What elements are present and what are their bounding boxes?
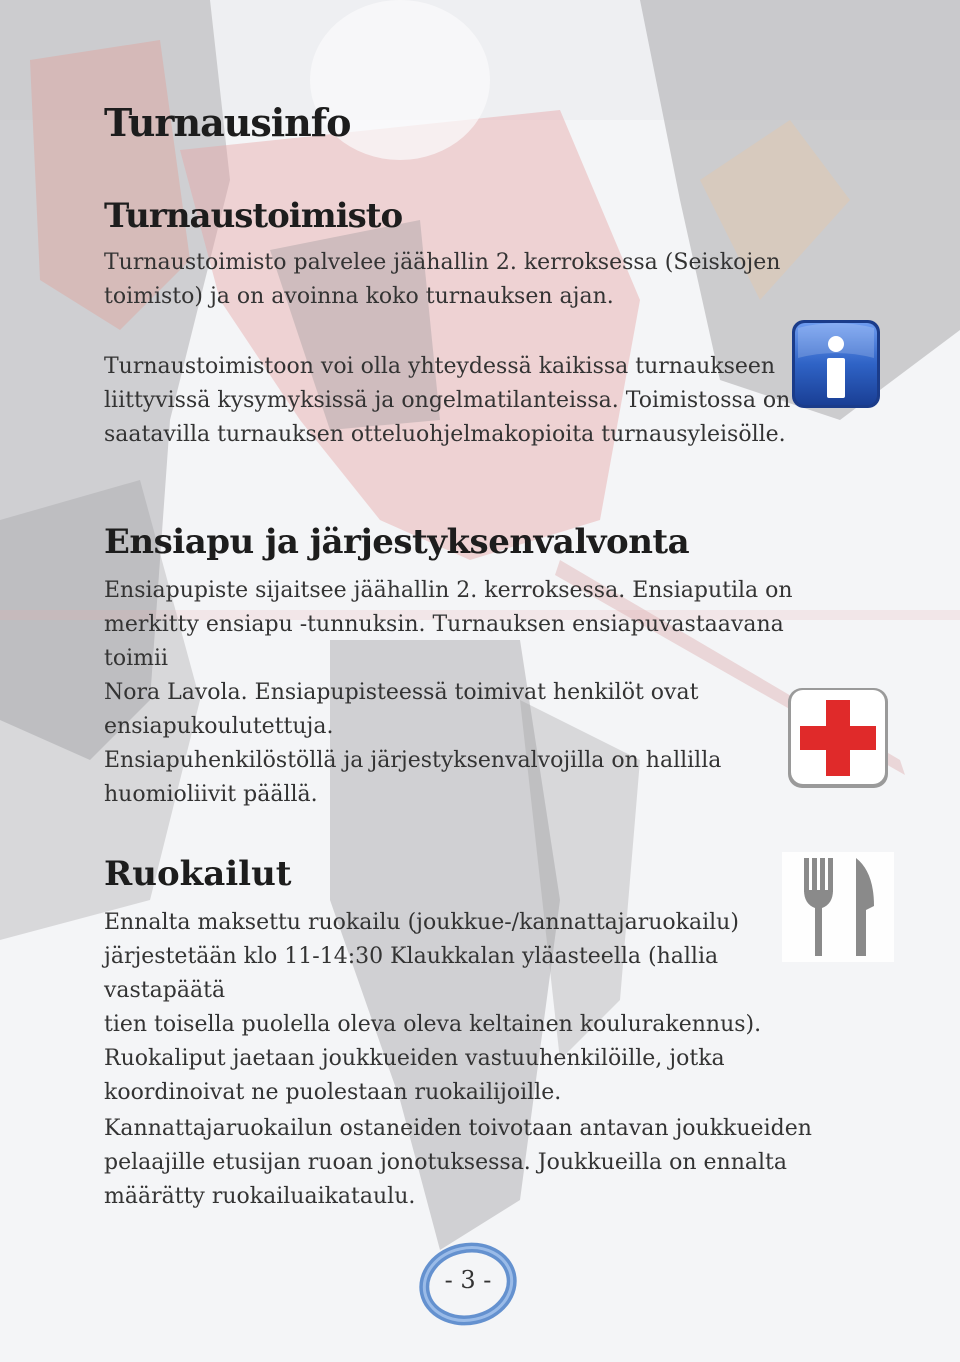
info-icon bbox=[790, 318, 882, 410]
page-title: Turnausinfo bbox=[104, 100, 351, 145]
fork-knife-icon bbox=[782, 852, 894, 962]
office-paragraph-2: Turnaustoimistoon voi olla yhteydessä kaikissa turnaukseen liittyvissä kysymyksissä ja ongelmatilanteissa. Toimistossa on saatavilla turnauksen otteluohjelmakopioita turnausyleisölle. bbox=[104, 354, 791, 447]
first-aid-paragraph-1: Ensiapupiste sijaitsee jäähallin 2. kerroksessa. Ensiaputila on merkitty ensiapu -tunnuksin. Turnauksen ensiapuvastaavana toimii Nora Lavola. Ensiapupisteessä toimivat henkilöt ovat ensiapukoulutettuja. bbox=[104, 578, 793, 739]
food-paragraph-1: Ennalta maksettu ruokailu (joukkue-/kannattajaruokailu) järjestetään klo 11-14:30 Klaukkalan yläasteella (hallia vastapäätä tien toisella puolella oleva oleva keltainen koulurakennus). Ruokaliput jaetaan joukkueiden vastuuhenkilöille, jotka koordinoivat ne puolestaan ruokailijoille. bbox=[104, 910, 762, 1105]
page-number-badge bbox=[416, 1238, 520, 1330]
food-paragraph-2: Kannattajaruokailun ostaneiden toivotaan antavan joukkueiden pelaajille etusijan ruoan jonotuksessa. Joukkueilla on ennalta määrätty ruokailuaikataulu. bbox=[104, 1116, 812, 1209]
first-aid-cross-icon bbox=[784, 684, 892, 792]
section-heading-first-aid: Ensiapu ja järjestyksenvalvonta bbox=[104, 522, 690, 562]
section-heading-food: Ruokailut bbox=[104, 854, 292, 894]
page-number: - 3 - bbox=[444, 1266, 492, 1294]
first-aid-paragraph-2: Ensiapuhenkilöstöllä ja järjestyksenvalvojilla on hallilla huomioliivit päällä. bbox=[104, 748, 722, 807]
office-paragraph-1: Turnaustoimisto palvelee jäähallin 2. kerroksessa (Seiskojen toimisto) ja on avoinna koko turnauksen ajan. bbox=[104, 250, 781, 309]
section-heading-office: Turnaustoimisto bbox=[104, 196, 403, 236]
